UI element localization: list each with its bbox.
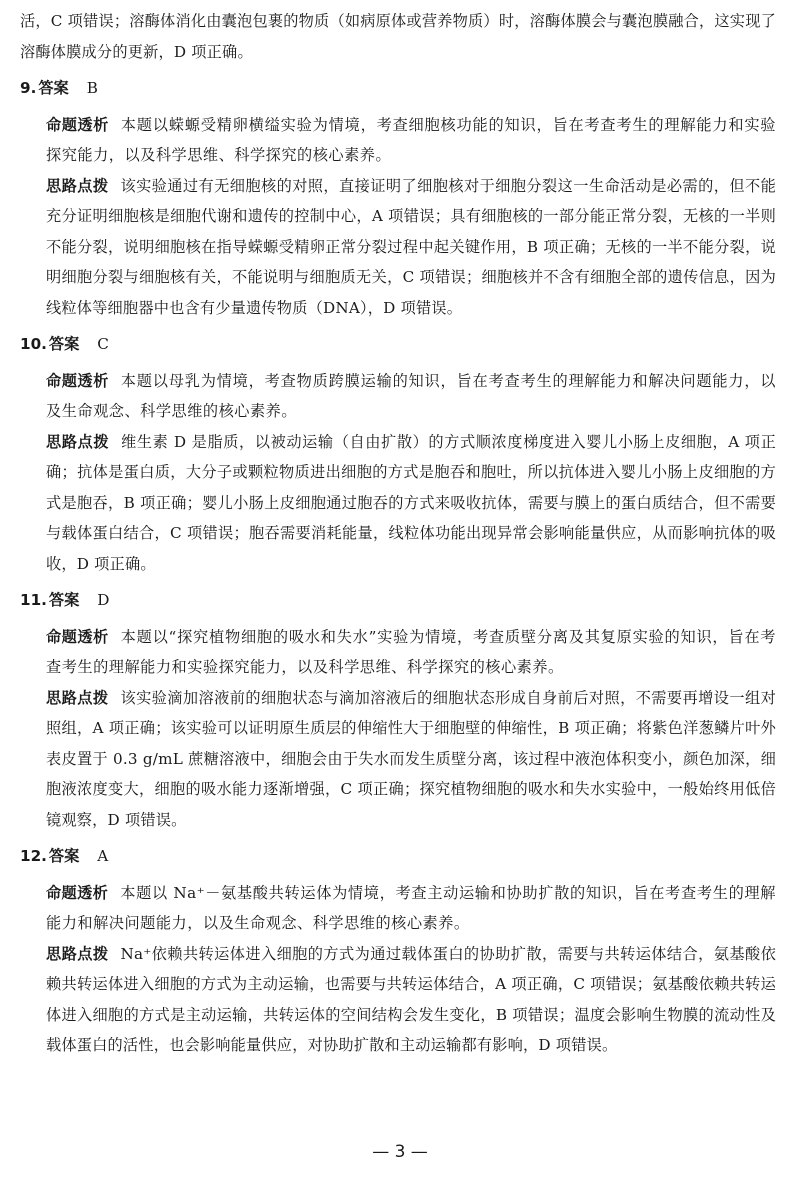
question-number: 10. [20,335,47,353]
analysis-text: 本题以蝾螈受精卵横缢实验为情境，考查细胞核功能的知识，旨在考查考生的理解能力和实验探究能力，以及科学思维、科学探究的核心素养。 [46,115,776,164]
analysis-text: 本题以 Na⁺－氨基酸共转运体为情境，考查主动运输和协助扩散的知识，旨在考查考生的理解能力和解决问题能力，以及生命观念、科学思维的核心素养。 [46,883,776,932]
question-11 [20,585,776,835]
guide-label: 思路点拨 [46,944,109,963]
question-number: 11. [20,591,47,609]
guide-label: 思路点拨 [46,432,110,451]
answer-line [20,73,776,104]
question-number: 12. [20,847,47,865]
answer-value: D [97,591,110,609]
analysis-paragraph [20,366,776,427]
analysis-paragraph [20,878,776,939]
analysis-label: 命题透析 [46,371,109,390]
guide-text: 该实验滴加溶液前的细胞状态与滴加溶液后的细胞状态形成自身前后对照，不需要再增设一组对照组，A 项正确；该实验可以证明原生质层的伸缩性大于细胞壁的伸缩性，B 项正确；将紫色洋葱鳞片叶外表皮置于 0.3 g/mL 蔗糖溶液中，细胞会由于失水而发生质壁分离，该过程中液泡体积变小，颜色加深，细胞液浓度变大，细胞的吸水能力逐渐增强，C 项正确；探究植物细胞的吸水和失水实验中，一般始终用低倍镜观察，D 项错误。 [46,688,776,829]
guide-text: 维生素 D 是脂质，以被动运输（自由扩散）的方式顺浓度梯度进入婴儿小肠上皮细胞，A 项正确；抗体是蛋白质，大分子或颗粒物质进出细胞的方式是胞吞和胞吐，所以抗体进入婴儿小肠上皮细胞的方式是胞吞，B 项正确；婴儿小肠上皮细胞通过胞吞的方式来吸收抗体，需要与膜上的蛋白质结合，但不需要与载体蛋白结合，C 项错误；胞吞需要消耗能量，线粒体功能出现异常会影响能量供应，从而影响抗体的吸收，D 项正确。 [46,432,776,573]
question-12 [20,841,776,1061]
guide-text: 该实验通过有无细胞核的对照，直接证明了细胞核对于细胞分裂这一生命活动是必需的，但不能充分证明细胞核是细胞代谢和遗传的控制中心，A 项错误；具有细胞核的一部分能正常分裂，无核的一半则不能分裂，说明细胞核在指导蝾螈受精卵正常分裂过程中起关键作用，B 项正确；无核的一半不能分裂，说明细胞分裂与细胞核有关，不能说明与细胞质无关，C 项错误；细胞核并不含有细胞全部的遗传信息，因为线粒体等细胞器中也含有少量遗传物质（DNA），D 项错误。 [46,176,776,317]
guide-text: Na⁺依赖共转运体进入细胞的方式为通过载体蛋白的协助扩散，需要与共转运体结合，氨基酸依赖共转运体进入细胞的方式为主动运输，也需要与共转运体结合，A 项正确，C 项错误；氨基酸依赖共转运体进入细胞的方式是主动运输，共转运体的空间结构会发生变化，B 项错误；温度会影响生物膜的流动性及载体蛋白的活性，也会影响能量供应，对协助扩散和主动运输都有影响，D 项错误。 [46,944,776,1054]
guide-label: 思路点拨 [46,688,109,707]
analysis-paragraph [20,622,776,683]
guide-paragraph [20,683,776,836]
answer-value: C [97,335,109,353]
analysis-label: 命题透析 [46,115,109,134]
guide-paragraph [20,939,776,1061]
analysis-label: 命题透析 [46,883,109,902]
answer-label: 答案 [38,79,69,97]
answer-value: A [97,847,109,865]
question-10 [20,329,776,579]
guide-paragraph [20,171,776,324]
answer-label: 答案 [48,335,80,353]
intro-paragraph: 活，C 项错误；溶酶体消化由囊泡包裹的物质（如病原体或营养物质）时，溶酶体膜会与囊泡膜融合，这实现了溶酶体膜成分的更新，D 项正确。 [20,12,776,61]
answer-value: B [86,79,98,97]
question-number: 9. [20,79,37,97]
analysis-paragraph [20,110,776,171]
analysis-text: 本题以“探究植物细胞的吸水和失水”实验为情境，考查质壁分离及其复原实验的知识，旨在考查考生的理解能力和实验探究能力，以及科学思维、科学探究的核心素养。 [46,627,776,676]
answer-line [20,841,776,872]
page-number: — 3 — [372,1142,428,1162]
answer-line [20,329,776,360]
analysis-label: 命题透析 [46,627,109,646]
answer-label: 答案 [48,591,80,609]
analysis-text: 本题以母乳为情境，考查物质跨膜运输的知识，旨在考查考生的理解能力和解决问题能力，以及生命观念、科学思维的核心素养。 [46,371,776,420]
answer-label: 答案 [48,847,80,865]
guide-label: 思路点拨 [46,176,109,195]
answer-line [20,585,776,616]
guide-paragraph [20,427,776,580]
question-9 [20,73,776,323]
